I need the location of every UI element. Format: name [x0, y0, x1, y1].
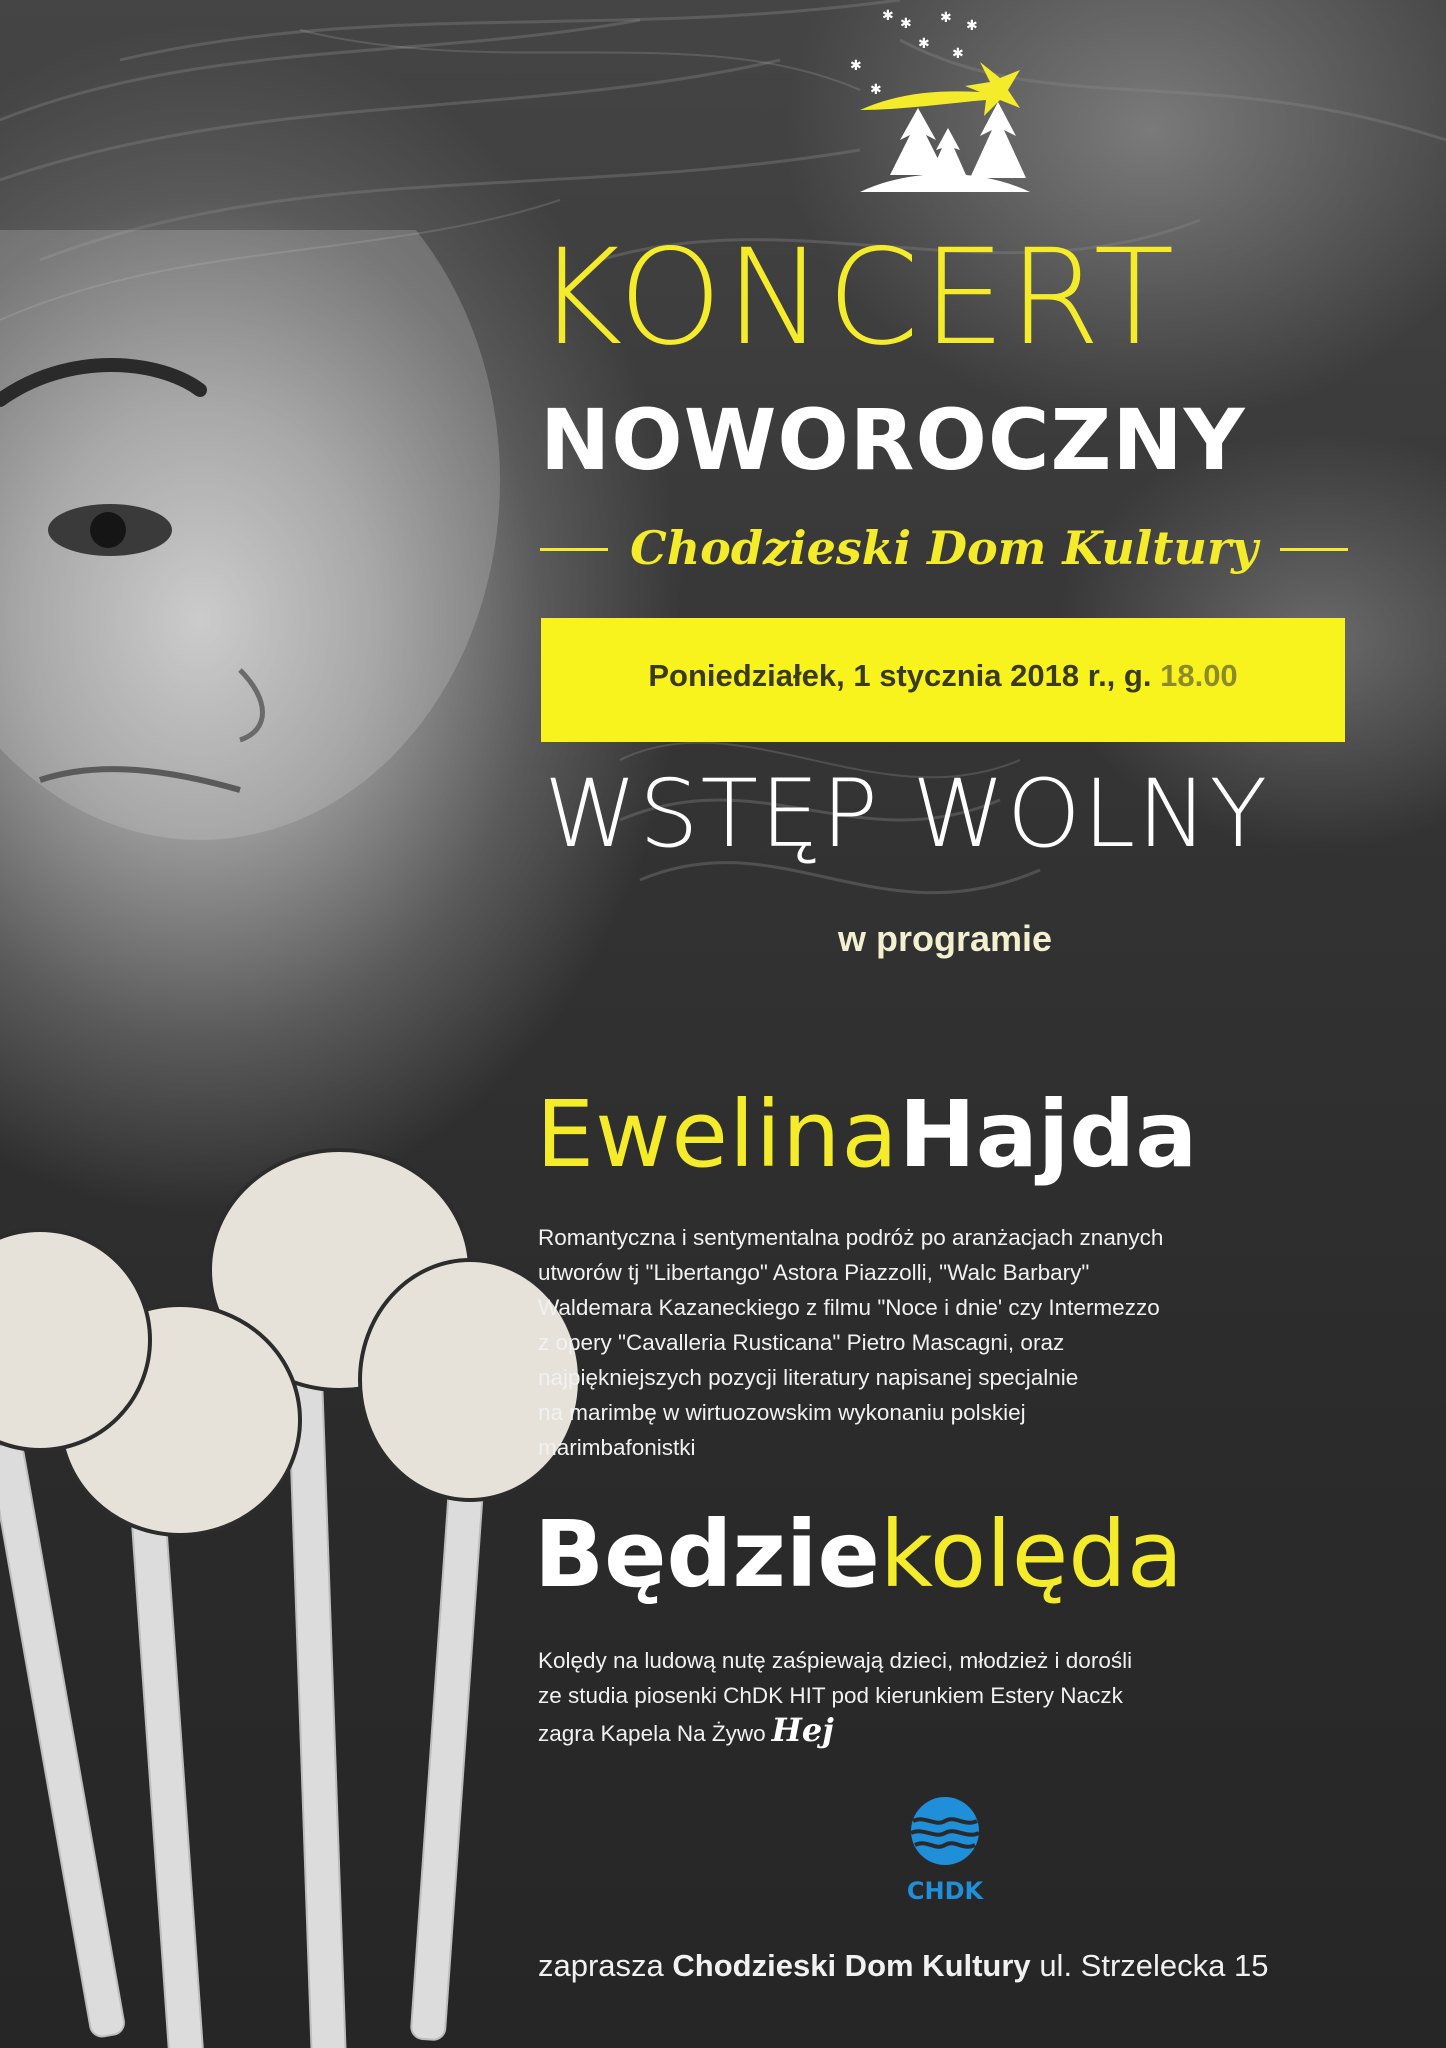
pine-trees-icon [860, 102, 1030, 192]
koleda-desc-last [538, 1713, 1298, 1751]
svg-text:✱: ✱ [918, 36, 930, 52]
artist-last-name: Hajda [898, 1081, 1198, 1188]
artist-desc-line: Romantyczna i sentymentalna podróż po aranżacjach znanych [538, 1225, 1164, 1250]
photo-mallets [0, 1080, 620, 2048]
koleda-desc-line: Kolędy na ludową nutę zaśpiewają dzieci, młodzież i dorośli [538, 1648, 1133, 1673]
svg-text:✱: ✱ [966, 18, 978, 34]
artist-desc-line: najpiękniejszych pozycji literatury napisanej specjalnie [538, 1365, 1079, 1390]
logo-text: CHDK [906, 1877, 984, 1905]
artist-name [536, 1080, 1356, 1190]
artist-desc-line: Waldemara Kazaneckiego z filmu "Noce i dnie' czy Intermezzo [538, 1295, 1160, 1320]
svg-text:✱: ✱ [940, 10, 952, 26]
koleda-desc-line: ze studia piosenki ChDK HIT pod kierunkiem Estery Naczk [538, 1683, 1123, 1708]
date-label: Poniedziałek, 1 stycznia 2018 r., g. [648, 658, 1152, 693]
artist-desc-line: z opery "Cavalleria Rusticana" Pietro Mascagni, oraz [538, 1330, 1065, 1355]
date-text [541, 658, 1345, 694]
koleda-heading [534, 1500, 1374, 1610]
artist-description [538, 1220, 1298, 1465]
date-bar [541, 618, 1345, 742]
svg-text:✱: ✱ [850, 58, 862, 74]
svg-text:✱: ✱ [882, 8, 894, 24]
program-label: w programie [837, 918, 1053, 959]
artist-desc-line: marimbafonistki [538, 1435, 696, 1460]
title-line1: KONCERT [536, 221, 1178, 375]
svg-text:✱: ✱ [952, 46, 964, 62]
chdk-waves-logo [905, 1795, 985, 1907]
footer-prefix: zaprasza [538, 1948, 664, 1983]
koleda-last-line: zagra Kapela Na Żywo [538, 1721, 766, 1746]
organizer-script-line [540, 518, 1348, 578]
artist-desc-line: utworów tj "Libertango" Astora Piazzolli, "Walc Barbary" [538, 1260, 1090, 1285]
koleda-word1: Będzie [534, 1501, 880, 1608]
svg-text:✱: ✱ [900, 16, 912, 32]
koleda-word2: kolęda [879, 1501, 1184, 1608]
title-line2: NOWOROCZNY [540, 391, 1246, 489]
artist-first-name: Ewelina [536, 1081, 899, 1188]
organizer-script: Chodzieski Dom Kultury [630, 521, 1258, 575]
entry-free: WSTĘP WOLNY [544, 760, 1270, 869]
footer-address: ul. Strzelecka 15 [1039, 1948, 1269, 1983]
footer [538, 1948, 1358, 1984]
svg-text:✱: ✱ [870, 82, 882, 98]
dash-left [540, 548, 608, 551]
dash-right [1280, 548, 1348, 551]
band-logo-hej: Hej [771, 1711, 834, 1749]
koleda-description [538, 1643, 1298, 1751]
date-hour: 18.00 [1160, 658, 1238, 693]
winter-ornament-icon [830, 0, 1030, 205]
artist-desc-line: na marimbę w wirtuozowskim wykonaniu polskiej [538, 1400, 1026, 1425]
footer-organizer: Chodzieski Dom Kultury [672, 1948, 1031, 1983]
